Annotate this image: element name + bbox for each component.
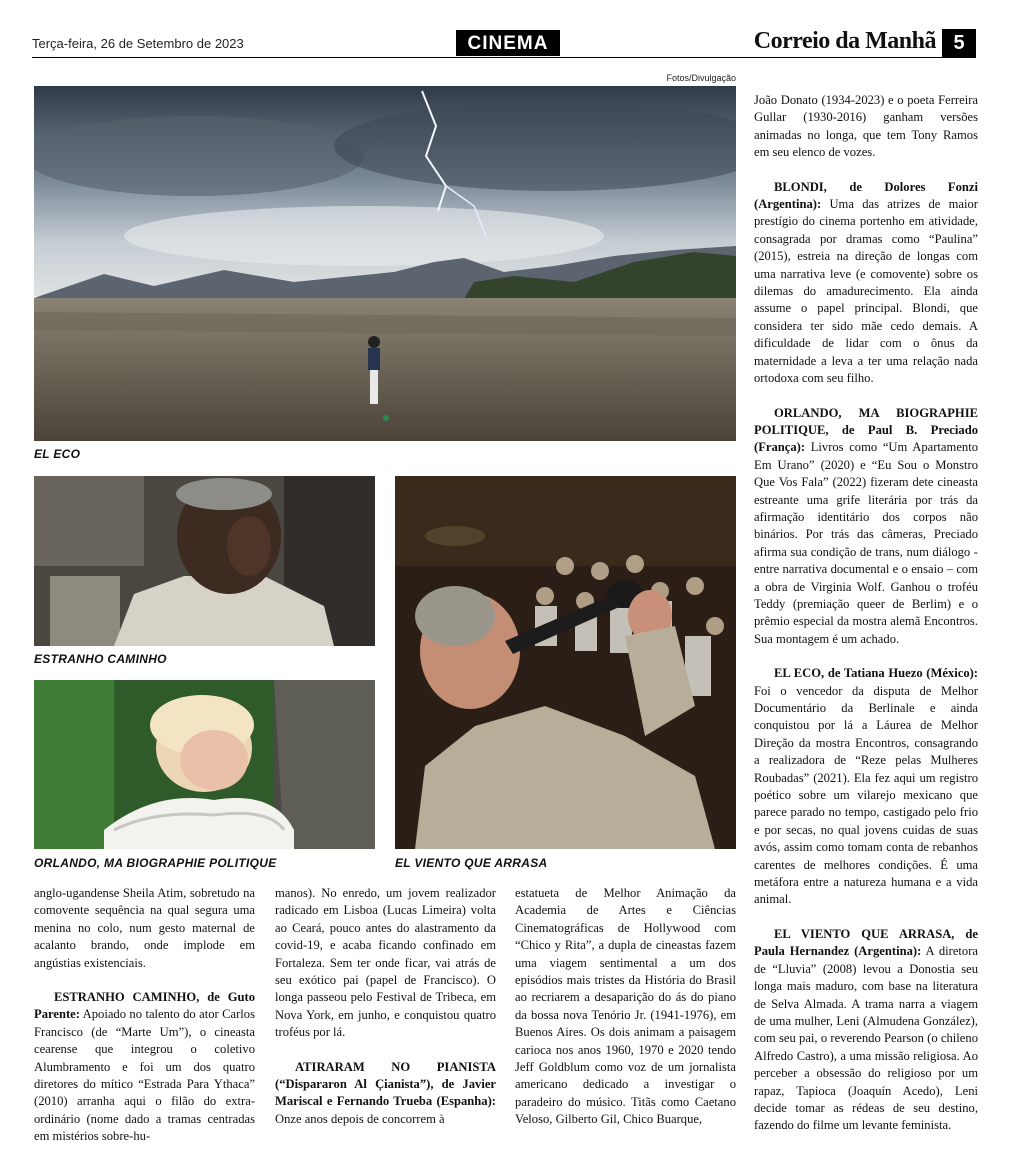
review-text: Apoiado no talento do ator Carlos Francisco (de “Marte Um”), o cineasta cearense que integrou o coletivo Alumbramento e foi um dos quatro diretores do mítico “Estrada Para Ythaca” (2010) arranha aqui o filão do extra-ordinário (nome dado a tramas centradas em mistérios sobre-hu- — [34, 1007, 255, 1144]
article-column-2 — [275, 885, 496, 1128]
photo-credit: Fotos/Divulgação — [666, 73, 736, 83]
caption-el-viento: EL VIENTO QUE ARRASA — [395, 856, 548, 870]
review-text: Uma das atrizes de maior prestígio do cinema portenho em atividade, consagrada por dramas como “Paulina” (2015), estreia na direção de longas com uma narrativa leve (e comovente) sobre os dilemas do amadurecimento. Ela ainda assume o papel principal. Blondi, que considera ter sido mãe cedo demais. A dificuldade de lidar com o ônus da maternidade a leva a ter uma relação nada ortodoxa com seu filho. — [754, 197, 978, 386]
photo-el-viento — [395, 476, 736, 849]
photo-estranho-caminho — [34, 476, 375, 646]
caption-estranho-caminho: ESTRANHO CAMINHO — [34, 652, 167, 666]
review-atiraram-no-pianista — [275, 1059, 496, 1129]
estranho-caminho-image — [34, 476, 375, 646]
review-orlando — [754, 405, 978, 649]
review-blondi — [754, 179, 978, 388]
review-text: Foi o vencedor da disputa de Melhor Documentário da Berlinale e ainda conquistou por lá a Láurea de Melhor Direção da mostra Encontros, consagrando a realizadora de “Reze pelas Mulheres Roubadas” (2021). Ela fez aqui um registro poético sobre um vilarejo mexicano que parece parado no tempo, castigado pelo frio e por secas, no qual jovens cuidas de suas avós, assim como tomam conta de rebanhos carentes de melhores condições. É uma metáfora entre a natureza humana e a vida animal. — [754, 683, 978, 907]
photo-el-eco — [34, 86, 736, 441]
photo-orlando — [34, 680, 375, 849]
review-title: ATIRARAM NO PIANISTA (“Dispararon Al Çianista”), de Javier Mariscal e Fernando Trueba (Espanha): — [275, 1059, 496, 1109]
section-label: CINEMA — [456, 30, 560, 56]
header-rule — [32, 57, 976, 58]
review-text: A diretora de “Lluvia” (2008) levou a Donostia seu longa mais maduro, com base na literatura de Selva Almada. A trama narra a viagem de uma mulher, Leni (Almudena González), com seu pai, o reverendo Pearson (o chileno Alfredo Castro), a uma missão religiosa. Ao perceber a obsessão do religioso por um rapaz, Tapioca (Joaquín Acedo), Leni decide tomar as rédeas de seu destino, fazendo do filme um levante feminista. — [754, 944, 978, 1133]
issue-date: Terça-feira, 26 de Setembro de 2023 — [32, 36, 244, 51]
article-column-3 — [515, 885, 736, 1129]
article-paragraph: anglo-ugandense Sheila Atim, sobretudo na comovente sequência na qual segura uma menina no colo, num gesto maternal de acalanto brando, onde implode em angústias existenciais. — [34, 886, 255, 970]
page-number: 5 — [942, 29, 976, 57]
orlando-image — [34, 680, 375, 849]
el-eco-landscape-image — [34, 86, 736, 441]
review-title: ESTRANHO CAMINHO, de Guto Parente: — [34, 990, 255, 1022]
review-title: EL VIENTO QUE ARRASA, de Paula Hernandez (Argentina): — [754, 926, 978, 959]
el-viento-image — [395, 476, 736, 849]
newspaper-name: Correio da Manhã — [753, 28, 936, 54]
review-el-eco — [754, 665, 978, 909]
article-paragraph: estatueta de Melhor Animação da Academia de Artes e Ciências Cinematográficas de Hollywood com “Chico y Rita”, a dupla de cineastas fazem uma viagem sentimental a um dos episódios mais tristes da História do Brasil ao recriarem a desaparição do ás do piano da bossa nova Tenório Jr. (1941-1976), em Buenos Aires. Os dois animam a paisagem carioca nos anos 1960, 1970 e 2020 tendo Jeff Goldblum como voz de um jornalista americano dedicado a investigar o paradeiro do músico. Titãs como Caetano Veloso, Gilberto Gil, Chico Buarque, — [515, 886, 736, 1127]
article-column-right — [754, 92, 978, 1135]
review-el-viento — [754, 926, 978, 1135]
article-paragraph: João Donato (1934-2023) e o poeta Ferreira Gullar (1930-2016) ganham versões animadas no longa, que tem Tony Ramos em seu elenco de vozes. — [754, 93, 978, 160]
review-text: Onze anos depois de concorrem à — [275, 1111, 445, 1126]
caption-orlando: ORLANDO, MA BIOGRAPHIE POLITIQUE — [34, 856, 277, 870]
review-text: Livros como “Um Apartamento Em Urano” (2020) e “Eu Sou o Monstro Que Vos Fala” (2022) fizeram dete cineasta estreante uma grife literária por trás da afirmação identitário dos corpos não binários. Por trás das câmeras, Preciado afirma sua condição de trans, num diálogo - entre narrativa documental e o ensaio – com a obra de Virginia Wolf. Ganhou o troféu Teddy (premiação queer de Berlim) e o prêmio especial da mostra alemã Encontros. Sua montagem é um achado. — [754, 440, 978, 646]
review-title: BLONDI, de Dolores Fonzi (Argentina): — [754, 179, 978, 212]
article-column-1 — [34, 885, 255, 1146]
caption-el-eco: EL ECO — [34, 447, 81, 461]
review-title: ORLANDO, MA BIOGRAPHIE POLITIQUE, de Paul B. Preciado (França): — [754, 405, 978, 455]
article-paragraph: manos). No enredo, um jovem realizador radicado em Lisboa (Lucas Limeira) volta ao Ceará, pouco antes do alastramento da covid-19, e acaba ficando confinado em Fortaleza. Sem ter onde ficar, vai atrás de seu exótico pai (papel de Francisco). O longa passeou pelo Festival de Tribeca, em Nova York, em junho, e conquistou quatro troféus por lá. — [275, 886, 496, 1040]
review-estranho-caminho — [34, 989, 255, 1146]
review-title: EL ECO, de Tatiana Huezo (México): — [774, 666, 978, 681]
